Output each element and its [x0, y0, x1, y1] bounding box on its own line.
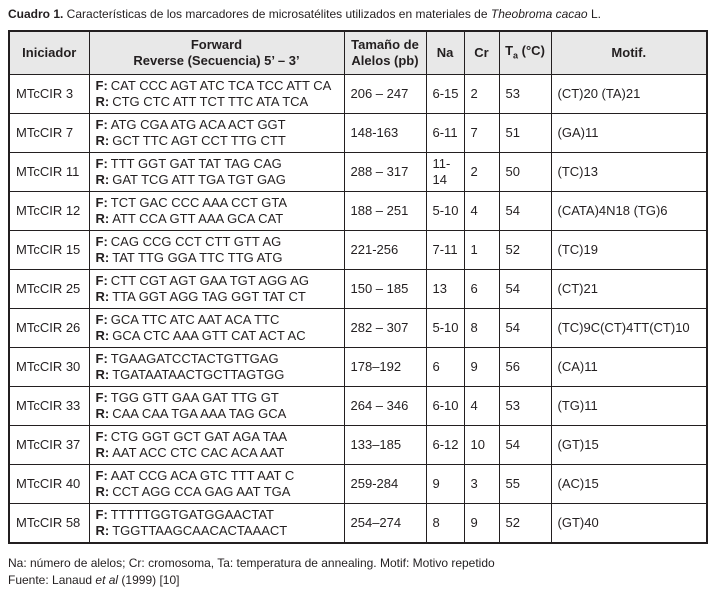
col-header-reverse: Reverse (Secuencia) 5’ – 3’: [133, 53, 300, 68]
table-row: [9, 270, 707, 309]
forward-sequence: F: TTTTTGGTGATGGAACTAT: [95, 507, 274, 522]
row-na: 9: [426, 465, 464, 504]
reverse-sequence: R: CAA CAA TGA AAA TAG GCA: [95, 406, 287, 421]
row-iniciador: MTcCIR 7: [9, 114, 89, 153]
table-row: [9, 75, 707, 114]
row-iniciador: MTcCIR 30: [9, 348, 89, 387]
row-iniciador: MTcCIR 3: [9, 75, 89, 114]
ta-subscript: a: [513, 50, 519, 61]
row-na: 5-10: [426, 309, 464, 348]
row-na: 8: [426, 504, 464, 544]
reverse-sequence: R: CCT AGG CCA GAG AAT TGA: [95, 484, 291, 499]
row-allele-size: 259-284: [344, 465, 426, 504]
row-ta: 54: [499, 426, 551, 465]
table-row: [9, 426, 707, 465]
row-ta: 54: [499, 309, 551, 348]
reverse-sequence: R: GAT TCG ATT TGA TGT GAG: [95, 172, 286, 187]
forward-label: F:: [95, 468, 108, 483]
forward-sequence: F: AAT CCG ACA GTC TTT AAT C: [95, 468, 295, 483]
table-header-row: [9, 31, 707, 75]
table-row: [9, 504, 707, 544]
forward-label: F:: [95, 312, 108, 327]
forward-sequence: F: CTG GGT GCT GAT AGA TAA: [95, 429, 288, 444]
row-motif: (TC)13: [551, 153, 707, 192]
row-motif: (TC)19: [551, 231, 707, 270]
forward-label: F:: [95, 507, 108, 522]
forward-sequence: F: ATG CGA ATG ACA ACT GGT: [95, 117, 286, 132]
reverse-label: R:: [95, 445, 110, 460]
table-row: [9, 114, 707, 153]
reverse-sequence: R: GCA CTC AAA GTT CAT ACT AC: [95, 328, 306, 343]
row-ta: 54: [499, 192, 551, 231]
row-sequence-cell: [89, 75, 344, 114]
row-iniciador: MTcCIR 40: [9, 465, 89, 504]
forward-sequence: F: TTT GGT GAT TAT TAG CAG: [95, 156, 282, 171]
reverse-label: R:: [95, 484, 110, 499]
row-iniciador: MTcCIR 58: [9, 504, 89, 544]
row-cr: 2: [464, 75, 499, 114]
row-na: 5-10: [426, 192, 464, 231]
row-motif: (GT)15: [551, 426, 707, 465]
table-row: [9, 192, 707, 231]
forward-sequence: F: TGG GTT GAA GAT TTG GT: [95, 390, 279, 405]
row-na: 6-11: [426, 114, 464, 153]
reverse-label: R:: [95, 133, 110, 148]
row-na: 6-12: [426, 426, 464, 465]
microsatellite-markers-table: [8, 30, 708, 544]
row-ta: 53: [499, 387, 551, 426]
row-na: 11-14: [426, 153, 464, 192]
row-motif: (GT)40: [551, 504, 707, 544]
reverse-sequence: R: GCT TTC AGT CCT TTG CTT: [95, 133, 286, 148]
table-row: [9, 387, 707, 426]
col-header-cr: Cr: [464, 31, 499, 75]
reverse-sequence: R: TAT TTG GGA TTC TTG ATG: [95, 250, 283, 265]
forward-sequence: F: CTT CGT AGT GAA TGT AGG AG: [95, 273, 309, 288]
row-iniciador: MTcCIR 26: [9, 309, 89, 348]
forward-label: F:: [95, 390, 108, 405]
col-header-ta: $T_a$ (°C): [499, 31, 551, 75]
col-header-forward: Forward: [190, 37, 243, 52]
row-cr: 8: [464, 309, 499, 348]
row-allele-size: 221-256: [344, 231, 426, 270]
row-sequence-cell: [89, 270, 344, 309]
row-ta: 54: [499, 270, 551, 309]
caption-species-italic: Theobroma cacao: [490, 7, 588, 21]
row-cr: 4: [464, 387, 499, 426]
row-sequence-cell: [89, 504, 344, 544]
row-allele-size: 264 – 346: [344, 387, 426, 426]
row-ta: 50: [499, 153, 551, 192]
row-cr: 10: [464, 426, 499, 465]
row-sequence-cell: [89, 348, 344, 387]
row-sequence-cell: [89, 465, 344, 504]
reverse-sequence: R: AAT ACC CTC CAC ACA AAT: [95, 445, 285, 460]
row-na: 13: [426, 270, 464, 309]
reverse-sequence: R: TGGTTAAGCAACACTAAACT: [95, 523, 288, 538]
row-sequence-cell: [89, 114, 344, 153]
row-motif: (TC)9C(CT)4TT(CT)10: [551, 309, 707, 348]
forward-label: F:: [95, 78, 108, 93]
forward-label: F:: [95, 195, 108, 210]
row-na: 6: [426, 348, 464, 387]
row-ta: 56: [499, 348, 551, 387]
row-ta: 55: [499, 465, 551, 504]
reverse-sequence: R: CTG CTC ATT TCT TTC ATA TCA: [95, 94, 309, 109]
row-motif: (TG)11: [551, 387, 707, 426]
row-motif: (CT)20 (TA)21: [551, 75, 707, 114]
row-cr: 1: [464, 231, 499, 270]
forward-sequence: F: CAG CCG CCT CTT GTT AG: [95, 234, 282, 249]
row-sequence-cell: [89, 387, 344, 426]
forward-label: F:: [95, 117, 108, 132]
row-iniciador: MTcCIR 37: [9, 426, 89, 465]
forward-sequence: F: TGAAGATCCTACTGTTGAG: [95, 351, 279, 366]
col-header-na: Na: [426, 31, 464, 75]
row-sequence-cell: [89, 153, 344, 192]
forward-label: F:: [95, 351, 108, 366]
forward-label: F:: [95, 273, 108, 288]
table-row: [9, 465, 707, 504]
row-cr: 9: [464, 348, 499, 387]
forward-sequence: F: TCT GAC CCC AAA CCT GTA: [95, 195, 288, 210]
et-al-italic: et al: [95, 573, 119, 587]
caption-text: Características de los marcadores de microsatélites utilizados en materiales de: [63, 7, 491, 21]
row-na: 7-11: [426, 231, 464, 270]
row-allele-size: 188 – 251: [344, 192, 426, 231]
reverse-label: R:: [95, 211, 110, 226]
table-row: [9, 231, 707, 270]
footnote-source: Fuente: Lanaud et al (1999) [10]: [8, 573, 180, 587]
row-iniciador: MTcCIR 15: [9, 231, 89, 270]
row-iniciador: MTcCIR 11: [9, 153, 89, 192]
reverse-label: R:: [95, 523, 110, 538]
row-sequence-cell: [89, 309, 344, 348]
forward-label: F:: [95, 429, 108, 444]
row-sequence-cell: [89, 231, 344, 270]
forward-label: F:: [95, 234, 108, 249]
reverse-label: R:: [95, 172, 110, 187]
reverse-label: R:: [95, 289, 110, 304]
row-cr: 6: [464, 270, 499, 309]
row-allele-size: 288 – 317: [344, 153, 426, 192]
row-sequence-cell: [89, 192, 344, 231]
row-na: 6-10: [426, 387, 464, 426]
row-iniciador: MTcCIR 33: [9, 387, 89, 426]
reverse-sequence: R: TTA GGT AGG TAG GGT TAT CT: [95, 289, 306, 304]
row-motif: (CATA)4N18 (TG)6: [551, 192, 707, 231]
row-cr: 2: [464, 153, 499, 192]
row-ta: 51: [499, 114, 551, 153]
row-allele-size: 206 – 247: [344, 75, 426, 114]
col-header-sequence: [89, 31, 344, 75]
reverse-sequence: R: TGATAATAACTGCTTAGTGG: [95, 367, 285, 382]
row-allele-size: 178–192: [344, 348, 426, 387]
row-cr: 3: [464, 465, 499, 504]
row-iniciador: MTcCIR 12: [9, 192, 89, 231]
row-allele-size: 254–274: [344, 504, 426, 544]
reverse-label: R:: [95, 406, 110, 421]
row-motif: (CA)11: [551, 348, 707, 387]
forward-sequence: F: GCA TTC ATC AAT ACA TTC: [95, 312, 280, 327]
table-row: [9, 153, 707, 192]
caption-suffix: L.: [587, 7, 601, 21]
table-row: [9, 309, 707, 348]
row-ta: 53: [499, 75, 551, 114]
table-row: [9, 348, 707, 387]
row-ta: 52: [499, 504, 551, 544]
row-sequence-cell: [89, 426, 344, 465]
reverse-label: R:: [95, 328, 110, 343]
reverse-label: R:: [95, 94, 110, 109]
col-header-motif: Motif.: [551, 31, 707, 75]
row-allele-size: 282 – 307: [344, 309, 426, 348]
reverse-label: R:: [95, 367, 110, 382]
forward-sequence: F: CAT CCC AGT ATC TCA TCC ATT CA: [95, 78, 332, 93]
row-cr: 7: [464, 114, 499, 153]
row-cr: 4: [464, 192, 499, 231]
row-allele-size: 150 – 185: [344, 270, 426, 309]
reverse-label: R:: [95, 250, 110, 265]
row-na: 6-15: [426, 75, 464, 114]
table-footnotes: [8, 555, 706, 589]
reverse-sequence: R: ATT CCA GTT AAA GCA CAT: [95, 211, 284, 226]
row-motif: (CT)21: [551, 270, 707, 309]
forward-label: F:: [95, 156, 108, 171]
row-allele-size: 148-163: [344, 114, 426, 153]
footnote-abbreviations: Na: número de alelos; Cr: cromosoma, Ta: temperatura de annealing. Motif: Motivo repetido: [8, 556, 495, 570]
caption-label: Cuadro 1.: [8, 7, 64, 21]
col-header-iniciador: Iniciador: [9, 31, 89, 75]
row-cr: 9: [464, 504, 499, 544]
row-iniciador: MTcCIR 25: [9, 270, 89, 309]
row-allele-size: 133–185: [344, 426, 426, 465]
row-ta: 52: [499, 231, 551, 270]
col-header-allele-size: Tamaño de Alelos (pb): [344, 31, 426, 75]
row-motif: (GA)11: [551, 114, 707, 153]
table-body: [9, 75, 707, 544]
table-caption: [8, 7, 706, 22]
row-motif: (AC)15: [551, 465, 707, 504]
